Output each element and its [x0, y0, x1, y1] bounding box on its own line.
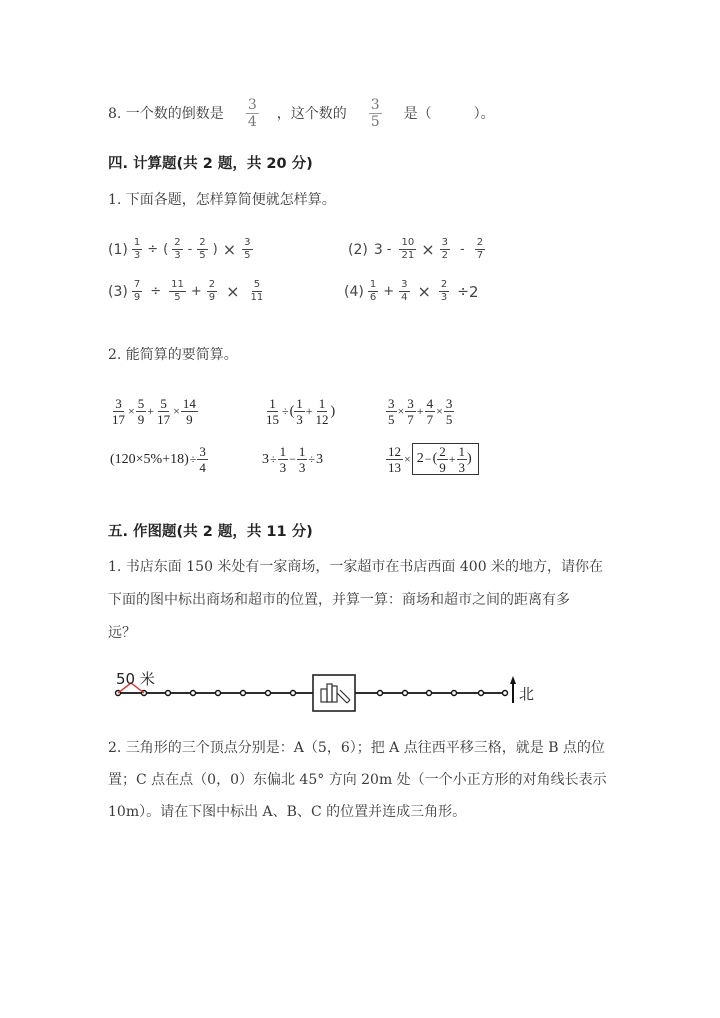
section-4-q2-prompt: 2. 能简算的要简算。	[108, 347, 238, 363]
section-5-title: 五. 作图题(共 2 题，共 11 分)	[108, 524, 313, 540]
simplify-item-5: 3 ÷ $\frac{1}{3}$ − $\frac{1}{3}$ ÷ 3	[262, 444, 323, 475]
calc-item-1: (1) $\frac{1}{3}$ ÷ ( $\frac{2}{3}$ - $\frac{2}{5}$ ) × $\frac{3}{5}$	[108, 237, 251, 261]
section-4-title: 四. 计算题(共 2 题，共 20 分)	[108, 156, 313, 172]
square-bracket: 2 − ( $\frac{2}{9}$ + $\frac{1}{3}$ )	[412, 443, 474, 475]
question-8	[108, 96, 495, 130]
q8-middle: ，这个数的	[276, 106, 347, 122]
scale-label: 50 米	[116, 670, 155, 688]
q8-fraction-2: $\frac{3}{5}$	[370, 96, 380, 130]
simplify-item-4: (120×5%+18) ÷ $\frac{3}{4}$	[110, 444, 206, 475]
section-4-q1-prompt: 1. 下面各题，怎样算简便就怎样算。	[108, 192, 336, 208]
calc-item-4: (4) $\frac{1}{6}$ + $\frac{3}{4}$ × $\frac{2}{3}$ ÷ 2	[344, 279, 479, 303]
simplify-item-2: $\frac{1}{15}$ ÷ ( $\frac{1}{3}$ + $\frac{1}{12}$ )	[266, 396, 336, 427]
section-5-q1-line-3: 远？	[108, 625, 136, 641]
section-5-q1-line-2: 下面的图中标出商场和超市的位置，并算一算：商场和超市之间的距离有多	[108, 592, 570, 608]
simplify-item-3: $\frac{3}{5}$ × $\frac{3}{7}$ + $\frac{4}{7}$ × $\frac{3}{5}$	[388, 396, 453, 427]
section-5-q2-line-1: 2. 三角形的三个顶点分别是：A（5，6）；把 A 点往西平移三格，就是 B 点的位	[108, 740, 605, 756]
north-label: 北	[519, 685, 535, 703]
q8-prefix: 8. 一个数的倒数是	[108, 106, 224, 122]
calc-item-2: (2) 3 - $\frac{10}{21}$ × $\frac{3}{2}$ - $\frac{2}{7}$	[348, 237, 484, 261]
bookstore-icon	[313, 675, 355, 711]
q8-fraction-1: $\frac{3}{4}$	[247, 96, 257, 130]
simplify-item-1: $\frac{3}{17}$ × $\frac{5}{9}$ + $\frac{5}{17}$ × $\frac{14}{9}$	[112, 396, 196, 427]
section-5-q2-line-3: 10m）。请在下图中标出 A、B、C 的位置并连成三角形。	[108, 804, 467, 820]
section-5-q1-line-1: 1. 书店东面 150 米处有一家商场，一家超市在书店西面 400 米的地方，请你在	[108, 559, 604, 575]
simplify-item-6: $\frac{12}{13}$ × 2 − ( $\frac{2}{9}$ + $\frac{1}{3}$ )	[386, 443, 479, 475]
calc-item-3: (3) $\frac{7}{9}$ ÷ $\frac{11}{5}$ + $\frac{2}{9}$ × $\frac{5}{11}$	[108, 279, 264, 303]
q8-suffix: 是（ ）。	[403, 106, 495, 122]
north-arrow-icon	[509, 676, 517, 704]
section-5-q2-line-2: 置；C 点在点（0，0）东偏北 45° 方向 20m 处（一个小正方形的对角线长表示	[108, 772, 607, 788]
